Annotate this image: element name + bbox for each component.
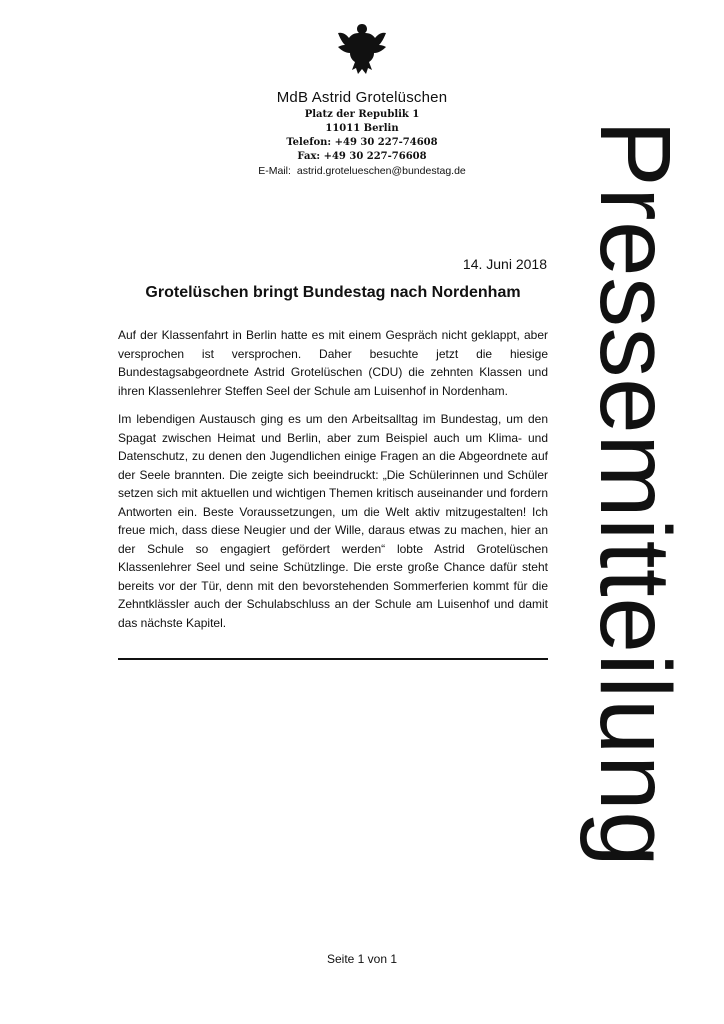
phone-number: Telefon: +49 30 227-74608 <box>286 137 438 148</box>
page-number: Seite 1 von 1 <box>326 952 398 966</box>
side-title-container <box>579 120 691 868</box>
side-title: Pressemitteilung <box>579 120 691 868</box>
email-address: astrid.grotelueschen@bundestag.de <box>296 165 466 177</box>
horizontal-rule <box>118 658 548 660</box>
email-line <box>200 164 524 179</box>
letterhead <box>200 88 524 179</box>
federal-eagle-icon <box>336 22 388 76</box>
paragraph: Im lebendigen Austausch ging es um den Arbeitsalltag im Bundestag, um den Spagat zwischen Heimat und Berlin, aber zum Beispiel auch um Klima- und Datenschutz, zu denen den Jugendlichen einige Fragen an die Abgeordnete auf der Seele brannten. Die zeigte sich beeindruckt: „Die Schülerinnen und Schüler setzen sich mit aktuellen und wichtigen Themen kritisch auseinander und fordern Antworten ein. Beste Voraussetzungen, um die Welt aktiv mitzugestalten! Ich freue mich, dass diese Neugier und der Wille, daraus etwas zu machen, hier an der Schule so engagiert gefördert werden“ lobte Astrid Grotelüschen Klassenlehrer Seel und seine Schützlinge. Die erste große Chance dafür steht bereits vor der Tür, denn mit den bevorstehenden Sommerferien kommt für die Zehntklässler auch der Schulabschluss an der Schule am Luisenhof und damit das nächste Kapitel. <box>118 412 548 630</box>
email-label: E-Mail: <box>258 165 291 177</box>
address-city: 11011 Berlin <box>325 123 399 134</box>
headline: Grotelüschen bringt Bundestag nach Nordenham <box>145 284 521 301</box>
sender-name: MdB Astrid Grotelüschen <box>276 89 448 106</box>
release-date: 14. Juni 2018 <box>462 256 547 272</box>
article-body <box>118 326 548 642</box>
paragraph: Auf der Klassenfahrt in Berlin hatte es mit einem Gespräch nicht geklappt, aber versprochen ist versprochen. Daher besuchte jetzt die hiesige Bundestagsabgeordnete Astrid Grotelüschen (CDU) die zehnten Klassen und ihren Klassenlehrer Steffen Seel der Schule am Luisenhof in Nordenham. <box>118 328 548 398</box>
fax-number: Fax: +49 30 227-76608 <box>297 151 427 162</box>
address-street: Platz der Republik 1 <box>304 109 420 120</box>
